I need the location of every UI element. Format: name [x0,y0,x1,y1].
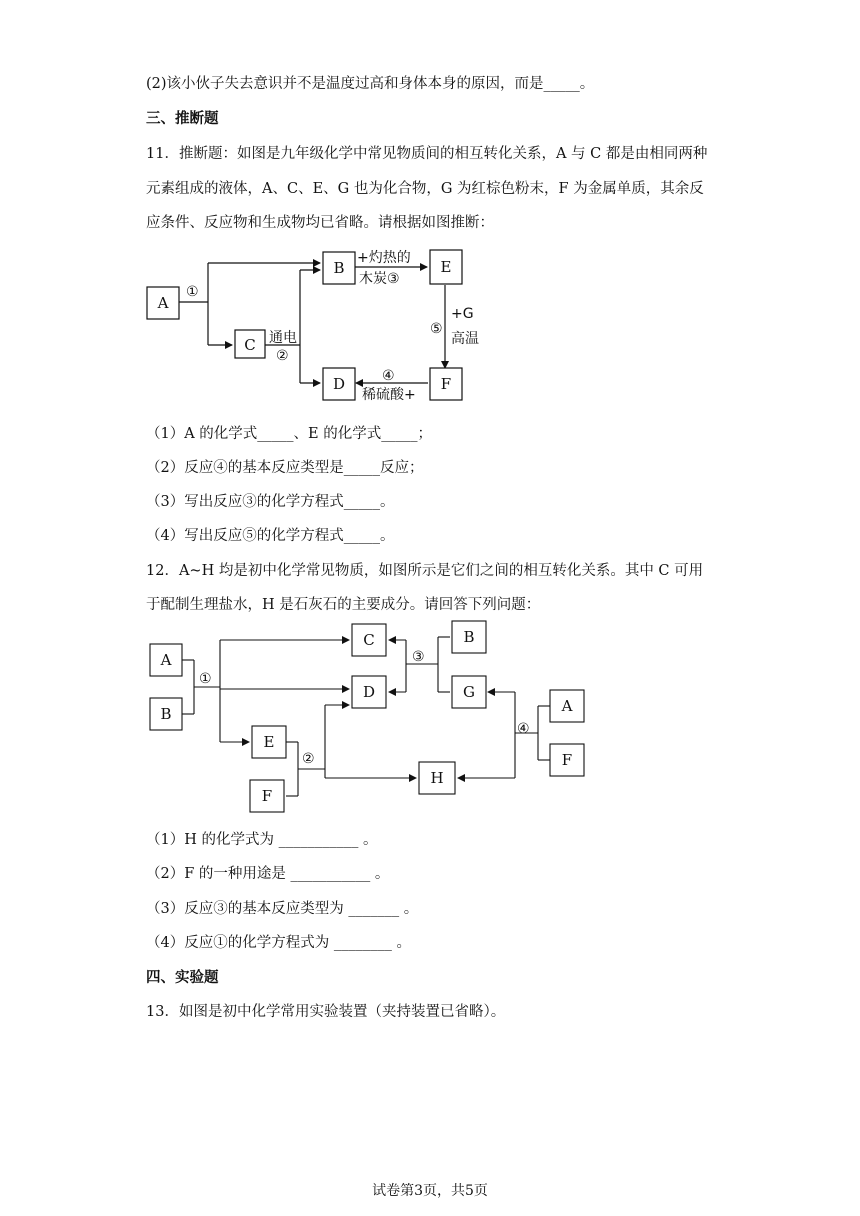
q12-sub2: （2）F 的一种用途是 ___________ 。 [146,866,390,882]
d2-label-r2: ② [302,751,315,767]
d1-label-r5-cond1: +G [451,306,474,322]
page-footer: 试卷第3页，共5页 [372,1183,488,1199]
q11-sub4: （4）写出反应⑤的化学方程式_____。 [146,528,395,544]
q12-sub1: （1）H 的化学式为 ___________ 。 [146,832,378,848]
d2-label-r3: ③ [412,649,425,665]
q12-stem-line2: 于配制生理盐水，H 是石灰石的主要成分。请回答下列问题： [146,597,541,613]
q12-sub3: （3）反应③的基本反应类型为 _______ 。 [146,901,419,917]
d1-node-b-label: B [333,259,345,277]
section-heading-inference: 三、推断题 [146,110,219,127]
section-heading-experiment: 四、实验题 [146,969,219,986]
d1-label-r4: ④ [382,368,395,384]
d1-label-r1: ① [186,284,199,300]
d2-node-d-label: D [362,683,376,701]
q11-sub2: （2）反应④的基本反应类型是_____反应； [146,460,424,476]
d1-label-r5: ⑤ [430,321,443,337]
d2-label-r1: ① [199,671,212,687]
d2-node-c-label: C [363,631,375,649]
d1-label-r2-cond: 通电 [269,330,297,346]
q11-stem-line1: 11．推断题：如图是九年级化学中常见物质间的相互转化关系，A 与 C 都是由相同两种 [146,146,708,162]
d2-node-b-left-label: B [160,705,172,723]
d2-node-e-label: E [263,733,275,751]
q12-sub4: （4）反应①的化学方程式为 ________ 。 [146,935,411,951]
d2-label-r4: ④ [517,721,530,737]
d1-label-r3-cond1: +灼热的 [357,250,411,266]
q13-stem: 13．如图是初中化学常用实验装置（夹持装置已省略）。 [146,1004,506,1020]
d1-node-e-label: E [440,258,452,276]
d2-node-a-right-label: A [561,697,573,715]
d1-label-r5-cond2: 高温 [451,331,479,347]
d1-node-c-label: C [244,336,256,354]
q11-sub3: （3）写出反应③的化学方程式_____。 [146,494,395,510]
d1-label-r3-cond2: 木炭③ [359,271,400,287]
q11-sub1: （1）A 的化学式_____、E 的化学式_____； [146,426,432,442]
d1-node-d-label: D [332,375,346,393]
d2-node-f-right-label: F [561,751,573,769]
q11-stem-line3: 应条件、反应物和生成物均已省略。请根据如图推断： [146,215,494,231]
d2-node-f-left-label: F [261,787,273,805]
d1-node-a-label: A [157,294,169,312]
d2-node-h-label: H [430,769,444,787]
d1-node-f-label: F [440,375,452,393]
d2-node-g-label: G [463,683,475,701]
d1-label-r4-cond: 稀硫酸+ [362,387,416,403]
q11-stem-line2: 元素组成的液体，A、C、E、G 也为化合物，G 为红棕色粉末，F 为金属单质，其余反 [146,181,704,197]
q12-stem-line1: 12．A~H 均是初中化学常见物质，如图所示是它们之间的相互转化关系。其中 C 可用 [146,563,704,579]
d1-label-r2: ② [276,348,289,364]
d2-node-a-left-label: A [160,651,172,669]
q10-sub2: (2)该小伙子失去意识并不是温度过高和身体本身的原因，而是_____。 [146,76,595,92]
d2-node-b-right-label: B [463,628,475,646]
